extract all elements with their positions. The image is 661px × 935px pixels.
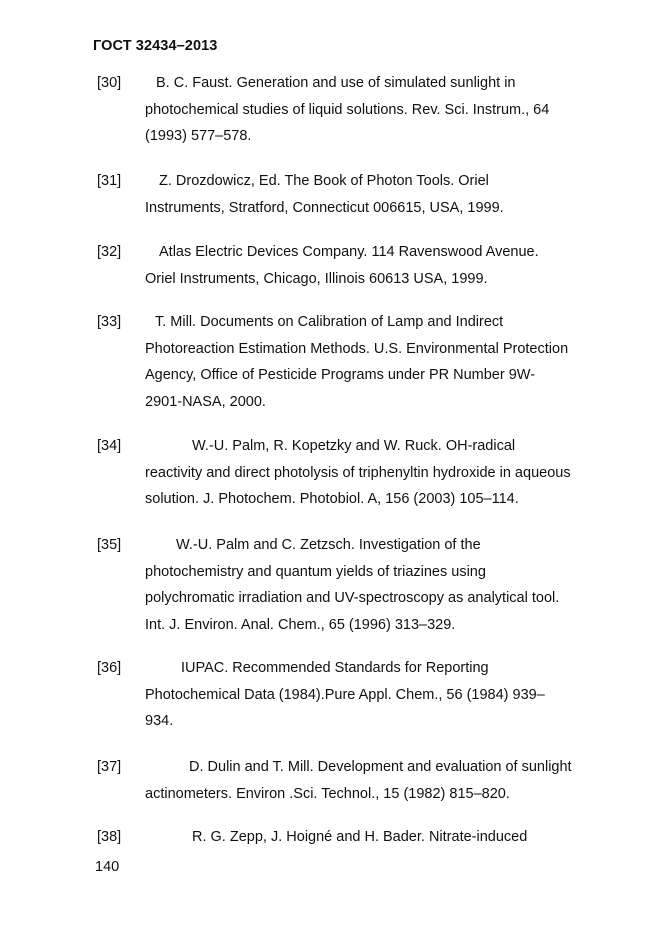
reference-number: [31] [97,173,122,189]
reference-line: (1993) 577–578. [145,128,252,144]
reference-number: [32] [97,244,122,260]
reference-number: [33] [97,314,122,330]
reference-line: B. C. Faust. Generation and use of simulated sunlight in [156,75,516,91]
reference-text [145,824,600,851]
reference-number: [36] [97,660,122,676]
reference-text [145,655,600,735]
reference-line: actinometers. Environ .Sci. Technol., 15 (1982) 815–820. [145,785,510,802]
reference-number: [38] [97,829,122,845]
reference-text [145,532,600,638]
reference-line: IUPAC. Recommended Standards for Reporting [181,660,489,676]
reference-line: Z. Drozdowicz, Ed. The Book of Photon Tools. Oriel [159,173,489,189]
reference-text [145,239,600,292]
reference-line: Atlas Electric Devices Company. 114 Ravenswood Avenue. [159,244,539,260]
reference-text [145,754,600,807]
reference-text [145,433,600,513]
reference-line: T. Mill. Documents on Calibration of Lamp and Indirect [155,314,504,330]
reference-line: W.-U. Palm, R. Kopetzky and W. Ruck. OH-radical [192,438,516,454]
reference-number: [34] [97,438,122,454]
reference-line: Photoreaction Estimation Methods. U.S. Environmental Protection [145,340,569,357]
reference-line: D. Dulin and T. Mill. Development and evaluation of sunlight [189,759,572,775]
reference-number: [35] [97,537,122,553]
reference-line: Agency, Office of Pesticide Programs under PR Number 9W- [145,367,536,383]
reference-line: polychromatic irradiation and UV-spectroscopy as analytical tool. [145,590,560,606]
reference-line: R. G. Zepp, J. Hoigné and H. Bader. Nitrate-induced [192,829,528,845]
reference-line: Instruments, Stratford, Connecticut 006615, USA, 1999. [145,199,504,216]
reference-text [145,70,600,150]
reference-line: W.-U. Palm and C. Zetzsch. Investigation of the [176,537,481,553]
reference-line: Oriel Instruments, Chicago, Illinois 60613 USA, 1999. [145,270,488,287]
reference-line: reactivity and direct photolysis of triphenyltin hydroxide in aqueous [145,464,571,481]
reference-text [145,309,600,415]
reference-line: photochemical studies of liquid solutions. Rev. Sci. Instrum., 64 [145,101,550,118]
reference-line: 2901-NASA, 2000. [145,393,266,410]
page-number: 140 [95,859,120,875]
reference-line: Photochemical Data (1984).Pure Appl. Chem., 56 (1984) 939– [145,686,545,703]
reference-line: 934. [145,713,174,729]
reference-line: photochemistry and quantum yields of triazines using [145,563,486,580]
reference-number: [37] [97,759,122,775]
reference-number: [30] [97,75,122,91]
reference-line: solution. J. Photochem. Photobiol. A, 156 (2003) 105–114. [145,491,519,507]
reference-line: Int. J. Environ. Anal. Chem., 65 (1996) 313–329. [145,616,456,633]
document-header: ГОСТ 32434–2013 [93,38,218,54]
reference-text [145,168,600,221]
